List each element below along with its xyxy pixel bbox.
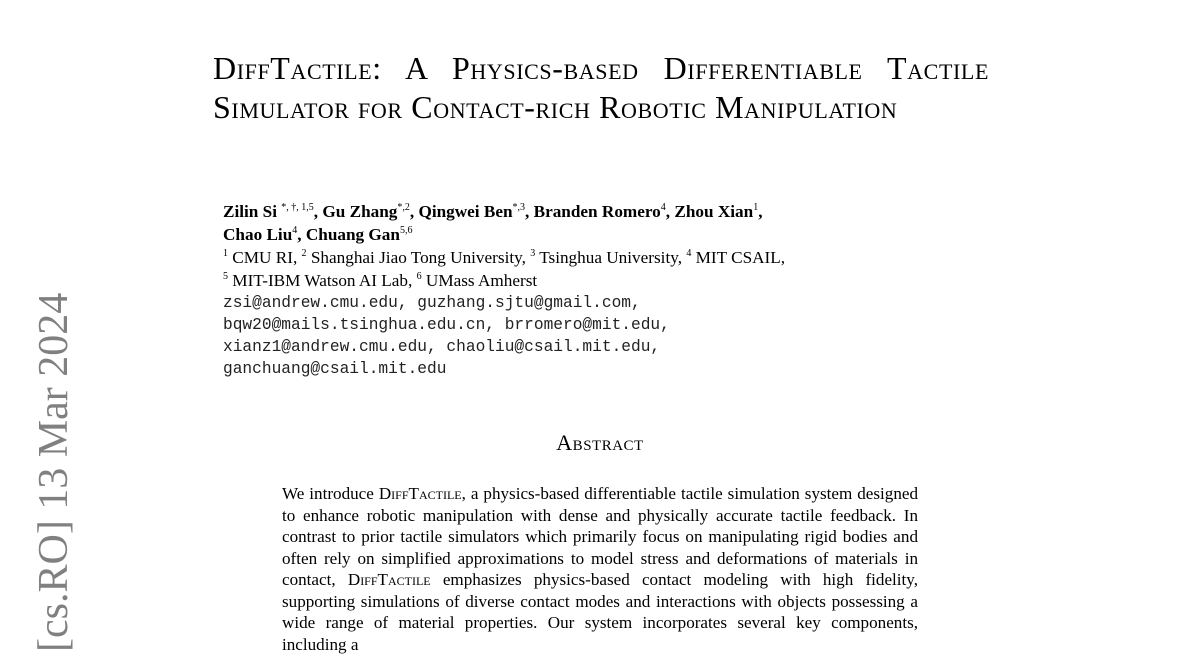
affiliation-name: MIT-IBM Watson AI Lab bbox=[232, 271, 409, 290]
author-marks: *, †, 1,5 bbox=[281, 202, 314, 213]
author-name: Chuang Gan bbox=[305, 225, 400, 244]
affiliation-mark: 6 bbox=[416, 271, 422, 282]
affiliation-name: MIT CSAIL bbox=[695, 248, 781, 267]
affiliation-mark: 1 bbox=[223, 248, 228, 259]
affiliation-mark: 3 bbox=[530, 248, 536, 259]
abstract-heading: Abstract bbox=[556, 430, 644, 455]
author-list: Zilin Si $^{*, \dagger, 1,5}$, Gu Zhang$^{*,2}$, Qingwei Ben$^{*,3}$, Branden Romero$^4$, Zhou Xian$^1$, Chao Liu$^4$, Chuang Gan$^{5,6}$ bbox=[223, 202, 763, 244]
email-line: zsi@andrew.cmu.edu, guzhang.sjtu@gmail.com, bbox=[223, 294, 641, 312]
author-name: Qingwei Ben bbox=[418, 202, 513, 221]
affiliation-name: Tsinghua University bbox=[539, 248, 678, 267]
author-marks: *,2 bbox=[397, 202, 410, 213]
author-name: Zhou Xian bbox=[674, 202, 754, 221]
email-line: ganchuang@csail.mit.edu bbox=[223, 360, 447, 378]
affiliation-mark: 2 bbox=[301, 248, 307, 259]
author-block bbox=[223, 200, 903, 380]
author-marks: 4 bbox=[660, 202, 666, 213]
author-name: Gu Zhang bbox=[322, 202, 398, 221]
author-name: Chao Liu bbox=[223, 225, 293, 244]
author-name: Branden Romero bbox=[533, 202, 661, 221]
paper-title: DiffTactile: A Physics-based Differentiable Tactile Simulator for Contact-rich Robotic Manipulation bbox=[213, 50, 989, 125]
abstract-segment: , a physics-based differentiable tactile simulation system designed to enhance robotic manipulation with dense and physically accurate tactile feedback. In contrast to prior tactile simulators which primarily focus on manipulating rigid bodies and often rely on simplified approximations to model stress and deformations of materials in contact, bbox=[282, 484, 918, 589]
affiliation-list: $^1$ CMU RI, $^2$ Shanghai Jiao Tong University, $^3$ Tsinghua University, $^4$ MIT CSAIL, $^5$ MIT-IBM Watson AI Lab, $^6$ UMass Amherst bbox=[223, 248, 786, 290]
system-name: DiffTactile bbox=[347, 570, 431, 589]
email-list bbox=[223, 292, 903, 380]
affiliation-name: Shanghai Jiao Tong University bbox=[310, 248, 522, 267]
system-name: DiffTactile bbox=[378, 484, 462, 503]
arxiv-stamp-text: [cs.RO] 13 Mar 2024 bbox=[31, 292, 77, 652]
abstract-segment: emphasizes physics-based contact modeling with high fidelity, supporting simulations of diverse contact modes and interactions with objects possessing a wide range of material properties. Our system incorporates several key components, including a bbox=[282, 570, 918, 654]
abstract-text bbox=[282, 483, 918, 655]
arxiv-identifier bbox=[18, 292, 88, 652]
affiliation-mark: 4 bbox=[686, 248, 692, 259]
author-name: Zilin Si bbox=[223, 202, 277, 221]
author-marks: *,3 bbox=[512, 202, 526, 213]
affiliation-name: CMU RI bbox=[232, 248, 293, 267]
author-marks: 4 bbox=[292, 225, 298, 236]
affiliation-mark: 5 bbox=[223, 271, 228, 282]
author-marks: 5,6 bbox=[399, 225, 413, 236]
affiliation-name: UMass Amherst bbox=[425, 271, 538, 290]
email-line: xianz1@andrew.cmu.edu, chaoliu@csail.mit.edu, bbox=[223, 338, 661, 356]
email-line: bqw20@mails.tsinghua.edu.cn, brromero@mit.edu, bbox=[223, 316, 670, 334]
abstract-segment: We introduce bbox=[282, 484, 379, 503]
author-marks: 1 bbox=[753, 202, 759, 213]
